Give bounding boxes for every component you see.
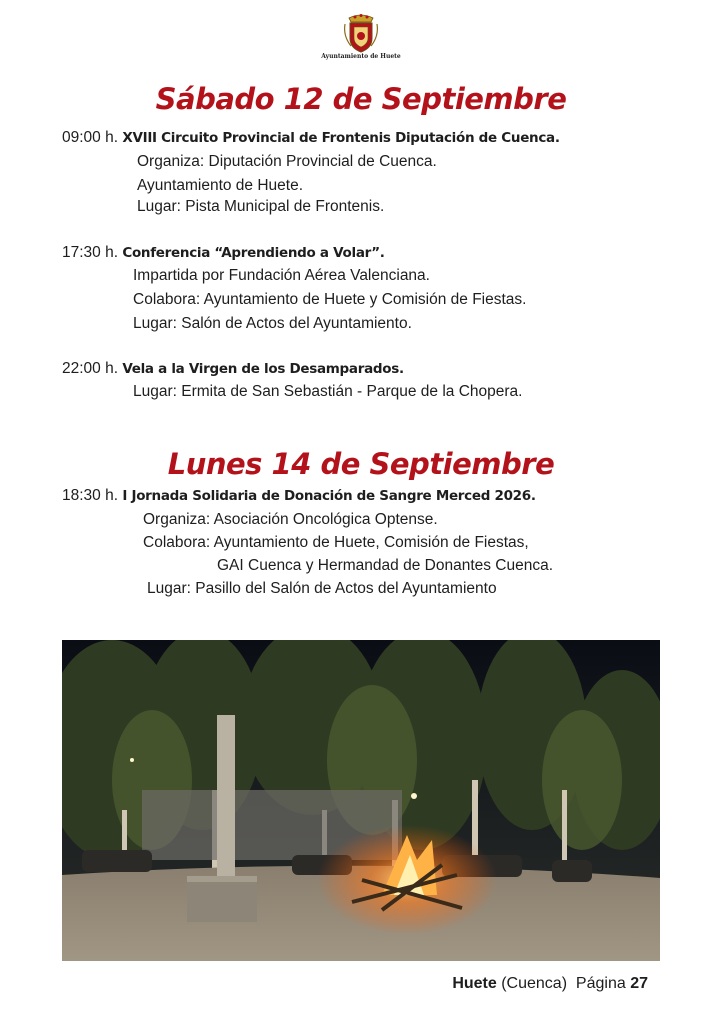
event-2-header: [62, 243, 385, 263]
event-3-header: [62, 359, 404, 379]
event-time: 17:30 h.: [62, 244, 119, 261]
event-time: 22:00 h.: [62, 360, 119, 377]
event-detail: GAI Cuenca y Hermandad de Donantes Cuenca.: [217, 557, 554, 574]
event-detail: Organiza: Asociación Oncológica Optense.: [143, 511, 438, 528]
event-detail: Colabora: Ayuntamiento de Huete, Comisión de Fiestas,: [143, 534, 529, 551]
event-detail: Organiza: Diputación Provincial de Cuenca.: [137, 153, 437, 170]
event-detail: Lugar: Ermita de San Sebastián - Parque de la Chopera.: [133, 383, 523, 400]
event-detail: Lugar: Pasillo del Salón de Actos del Ayuntamiento: [147, 580, 497, 597]
saturday-title: Sábado 12 de Septiembre: [155, 82, 567, 116]
event-1-header: [62, 128, 560, 148]
event-detail: Colabora: Ayuntamiento de Huete y Comisión de Fiestas.: [133, 291, 527, 308]
footer-page-number: 27: [630, 975, 648, 992]
bonfire-photo: [62, 640, 660, 961]
footer-town: Huete: [452, 975, 497, 992]
event-detail: Ayuntamiento de Huete.: [137, 177, 304, 194]
event-detail: Lugar: Salón de Actos del Ayuntamiento.: [133, 315, 412, 332]
page-footer: [452, 975, 648, 993]
footer-page-label: Página: [575, 975, 626, 992]
crest-caption: Ayuntamiento de Huete: [321, 53, 401, 60]
event-title: XVIII Circuito Provincial de Frontenis Diputación de Cuenca.: [122, 130, 560, 146]
event-title: Conferencia “Aprendiendo a Volar”.: [122, 245, 385, 261]
event-title: Vela a la Virgen de los Desamparados.: [122, 361, 404, 377]
event-detail: Impartida por Fundación Aérea Valenciana.: [133, 267, 430, 284]
footer-province: (Cuenca): [501, 975, 568, 992]
event-time: 09:00 h.: [62, 129, 119, 146]
event-time: 18:30 h.: [62, 487, 119, 504]
event-4-header: [62, 486, 536, 506]
event-detail: Lugar: Pista Municipal de Frontenis.: [137, 198, 385, 215]
monday-title: Lunes 14 de Septiembre: [167, 447, 555, 481]
event-title: I Jornada Solidaria de Donación de Sangre Merced 2026.: [122, 488, 536, 504]
